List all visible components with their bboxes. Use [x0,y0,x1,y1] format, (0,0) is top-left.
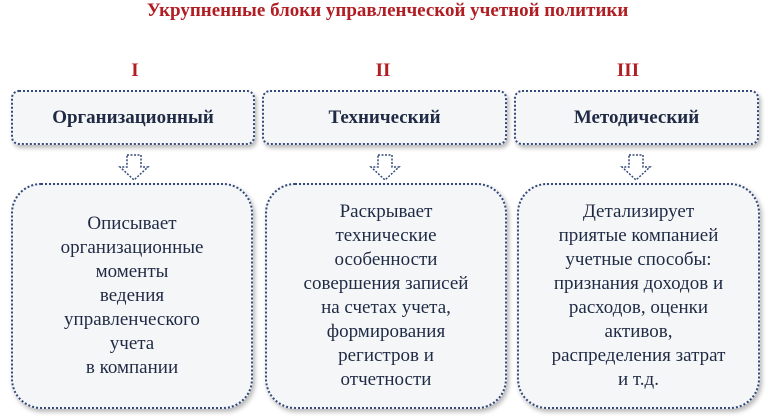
block-3-down-arrow-icon [620,154,652,182]
block-3-numeral: III [616,60,640,81]
block-1-description: Описывает организационные моменты ведения управленческого учета в компании [60,213,204,378]
block-1-numeral: I [131,60,139,81]
block-3-name: Методический [573,106,700,128]
block-2-description: Раскрывает технические особенности совершения записей на счетах учета, формирования регистров и отчетности [303,201,469,390]
block-3-header [514,90,759,145]
block-1-description-panel [11,183,253,409]
block-2-header [262,90,507,145]
diagram-title: Укрупненные блоки управленческой учетной политики [146,0,629,21]
block-1-down-arrow-icon [118,154,150,182]
block-2-down-arrow-icon [369,154,401,182]
block-2-name: Технический [328,106,441,128]
block-3-description: Детализирует приятые компанией учетные способы: признания доходов и расходов, оценки активов, распределения затрат и т.д. [551,201,726,390]
block-1-header [11,90,255,145]
block-2-description-panel [265,183,507,409]
block-2-numeral: II [375,60,391,81]
block-1-name: Организационный [52,106,214,128]
block-3-description-panel [517,183,760,409]
